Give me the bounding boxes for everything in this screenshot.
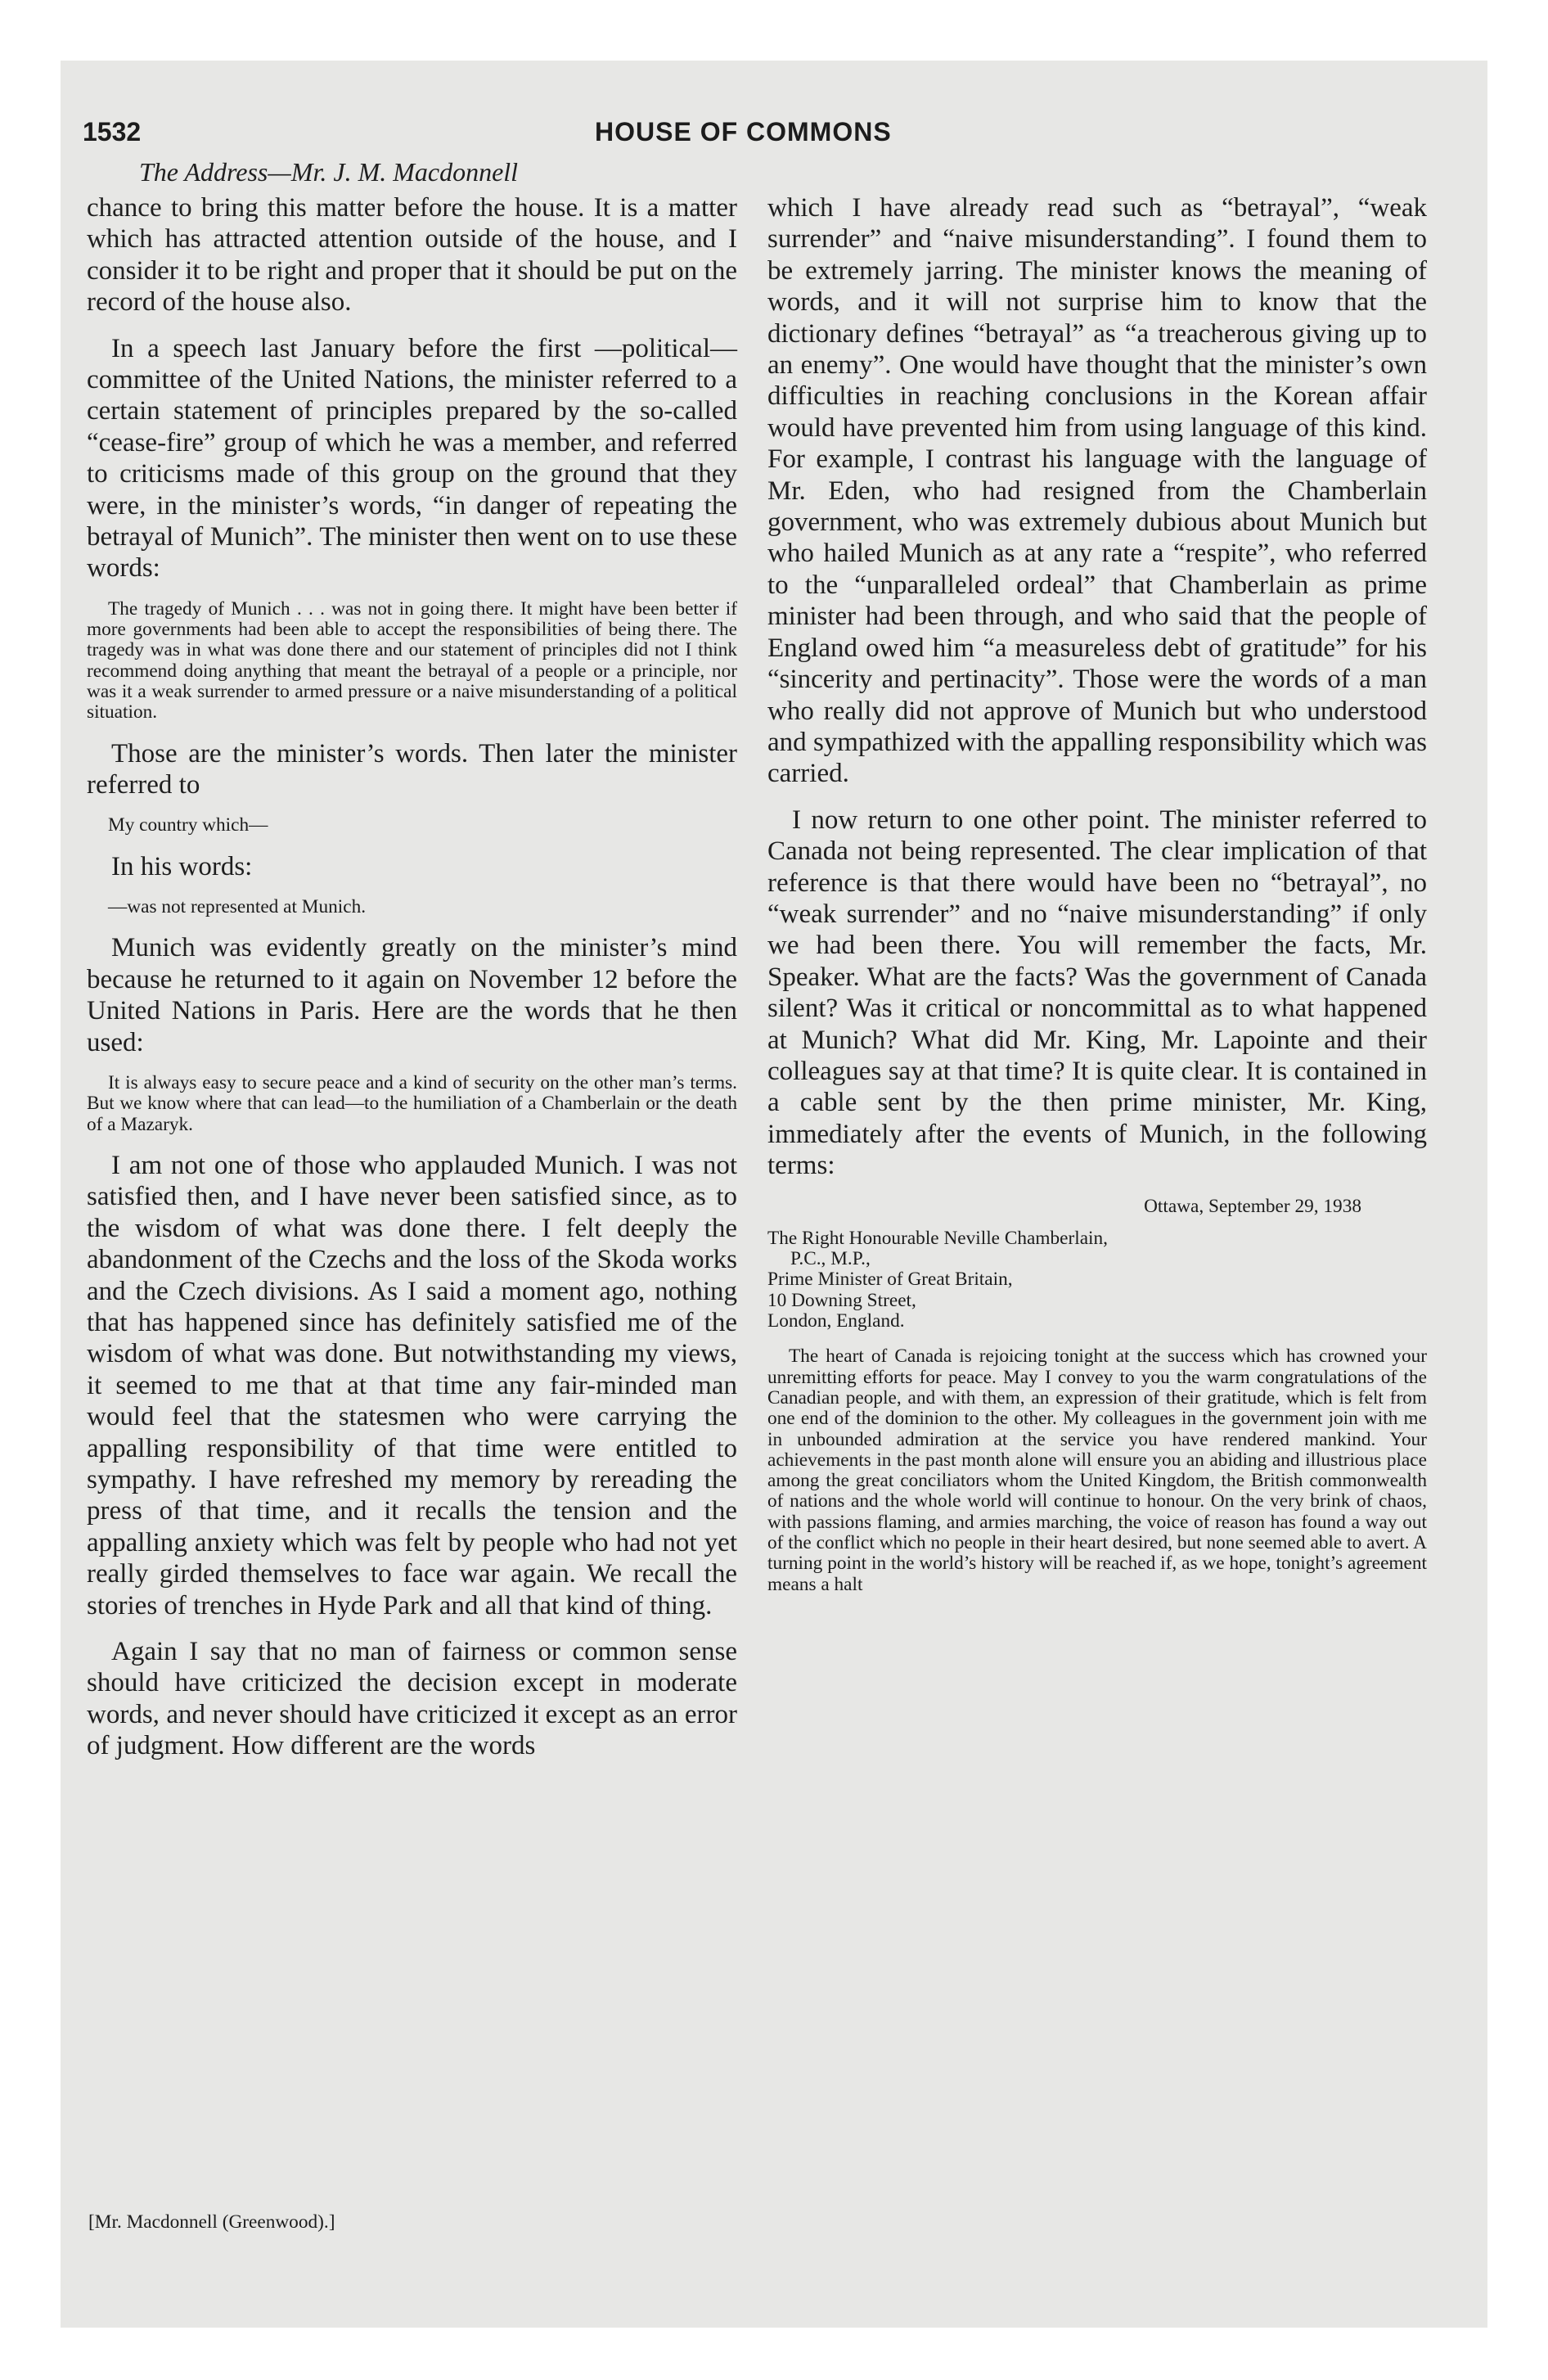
paragraph: Those are the minister’s words. Then later the minister referred to <box>87 738 737 800</box>
block-quote: It is always easy to secure peace and a kind of security on the other man’s terms. But we know where that can lead—to the humiliation of a Chamberlain or the death of a Mazaryk. <box>87 1072 737 1135</box>
address-line: P.C., M.P., <box>790 1248 871 1270</box>
paragraph: I am not one of those who applauded Munich. I was not satisfied then, and I have never been satisfied since, as to the wisdom of what was done there. I felt deeply the abandonment of the Czechs and the loss of the Skoda works and the Czech divisions. As I said a moment ago, nothing that has happened since has definitely satisfied me of the wisdom of what was done. But notwithstanding my views, it seemed to me that at that time any fair-minded man would feel that the statesmen who were carrying the appalling responsibility of that time were entitled to sympathy. I have refreshed my memory by rereading the press of that time, and it recalls the tension and the appalling anxiety which was felt by people who had not yet really girded themselves to face war again. We recall the stories of trenches in Hyde Park and all that kind of thing. <box>87 1150 737 1620</box>
address-line: The Right Honourable Neville Chamberlain, <box>767 1227 1108 1249</box>
page-number: 1532 <box>83 117 142 146</box>
paragraph: In a speech last January before the first —political—committee of the United Nations, the minister referred to a certain statement of principles prepared by the so-called “cease-fire” group of which he was a member, and referred to criticisms made of this group on the ground that they were, in the minister’s words, “in danger of repeating the betrayal of Munich”. The minister then went on to use these words: <box>87 333 737 584</box>
left-column <box>87 192 737 1777</box>
right-column <box>767 192 1427 1610</box>
address-line: London, England. <box>767 1310 905 1332</box>
section-subtitle: The Address—Mr. J. M. Macdonnell <box>139 157 519 187</box>
page-title: HOUSE OF COMMONS <box>595 117 892 146</box>
block-quote: The heart of Canada is rejoicing tonight at the success which has crowned your unremitting efforts for peace. May I convey to you the warm congratulations of the Canadian people, and with them, an expression of their gratitude, which is felt from one end of the dominion to the other. My colleagues in the government join with me in unbounded admiration at the service you have rendered mankind. Your achievements in the past month alone will ensure you an abiding and illustrious place among the great conciliators whom the United Kingdom, the British commonwealth of nations and the whole world will continue to honour. On the very brink of chaos, with passions flaming, and armies marching, the voice of reason has found a way out of the conflict which no people in their heart desired, but none seemed able to avert. A turning point in the world’s history will be reached if, as we hope, tonight’s agreement means a halt <box>767 1346 1427 1595</box>
paragraph: chance to bring this matter before the house. It is a matter which has attracted attention outside of the house, and I consider it to be right and proper that it should be put on the record of the house also. <box>87 193 737 318</box>
paragraph: I now return to one other point. The minister referred to Canada not being represented. The clear implication of that reference is that there would have been no “betrayal”, no “weak surrender” and no “naive misunderstanding” if only we had been there. You will remember the facts, Mr. Speaker. What are the facts? Was the government of Canada silent? Was it critical or noncommittal as to what happened at Munich? What did Mr. King, Mr. Lapointe and their colleagues say at that time? It is quite clear. It is contained in a cable sent by the then prime minister, Mr. King, immediately after the events of Munich, in the following terms: <box>767 805 1427 1181</box>
address-line: 10 Downing Street, <box>767 1289 916 1311</box>
paragraph: Again I say that no man of fairness or common sense should have criticized the decision except in moderate words, and never should have criticized it except as an error of judgment. How different are the words <box>87 1637 737 1761</box>
address-line: Prime Minister of Great Britain, <box>767 1269 1013 1291</box>
block-quote: —was not represented at Munich. <box>108 896 367 918</box>
block-quote: My country which— <box>108 814 268 836</box>
paragraph: Munich was evidently greatly on the minister’s mind because he returned to it again on November 12 before the United Nations in Paris. Here are the words that he then used: <box>87 933 737 1057</box>
speaker-footer: [Mr. Macdonnell (Greenwood).] <box>88 2211 335 2233</box>
paragraph: In his words: <box>111 851 253 881</box>
paragraph: which I have already read such as “betrayal”, “weak surrender” and “naive misunderstanding”. I found them to be extremely jarring. The minister knows the meaning of words, and it will not surprise him to know that the dictionary defines “betrayal” as “a treacherous giving up to an enemy”. One would have thought that the minister’s own difficulties in reaching conclusions in the Korean affair would have prevented him from using language of this kind. For example, I contrast his language with the language of Mr. Eden, who had resigned from the Chamberlain government, who was extremely dubious about Munich but who hailed Munich as at any rate a “respite”, who referred to the “unparalleled ordeal” that Chamberlain as prime minister had been through, and who said that the people of England owed him “a measureless debt of gratitude” for his “sincerity and pertinacity”. Those were the words of a man who really did not approve of Munich but who understood and sympathized with the appalling responsibility which was carried. <box>767 193 1427 789</box>
page-header <box>83 117 925 156</box>
dateline: Ottawa, September 29, 1938 <box>1144 1195 1361 1217</box>
address-block <box>767 1228 1427 1332</box>
block-quote: The tragedy of Munich . . . was not in going there. It might have been better if more governments had been able to accept the responsibilities of being there. The tragedy was in what was done there and our statement of principles did not I think recommend doing anything that meant the betrayal of a people or a principle, nor was it a weak surrender to armed pressure or a naive misunderstanding of a political situation. <box>87 597 737 723</box>
